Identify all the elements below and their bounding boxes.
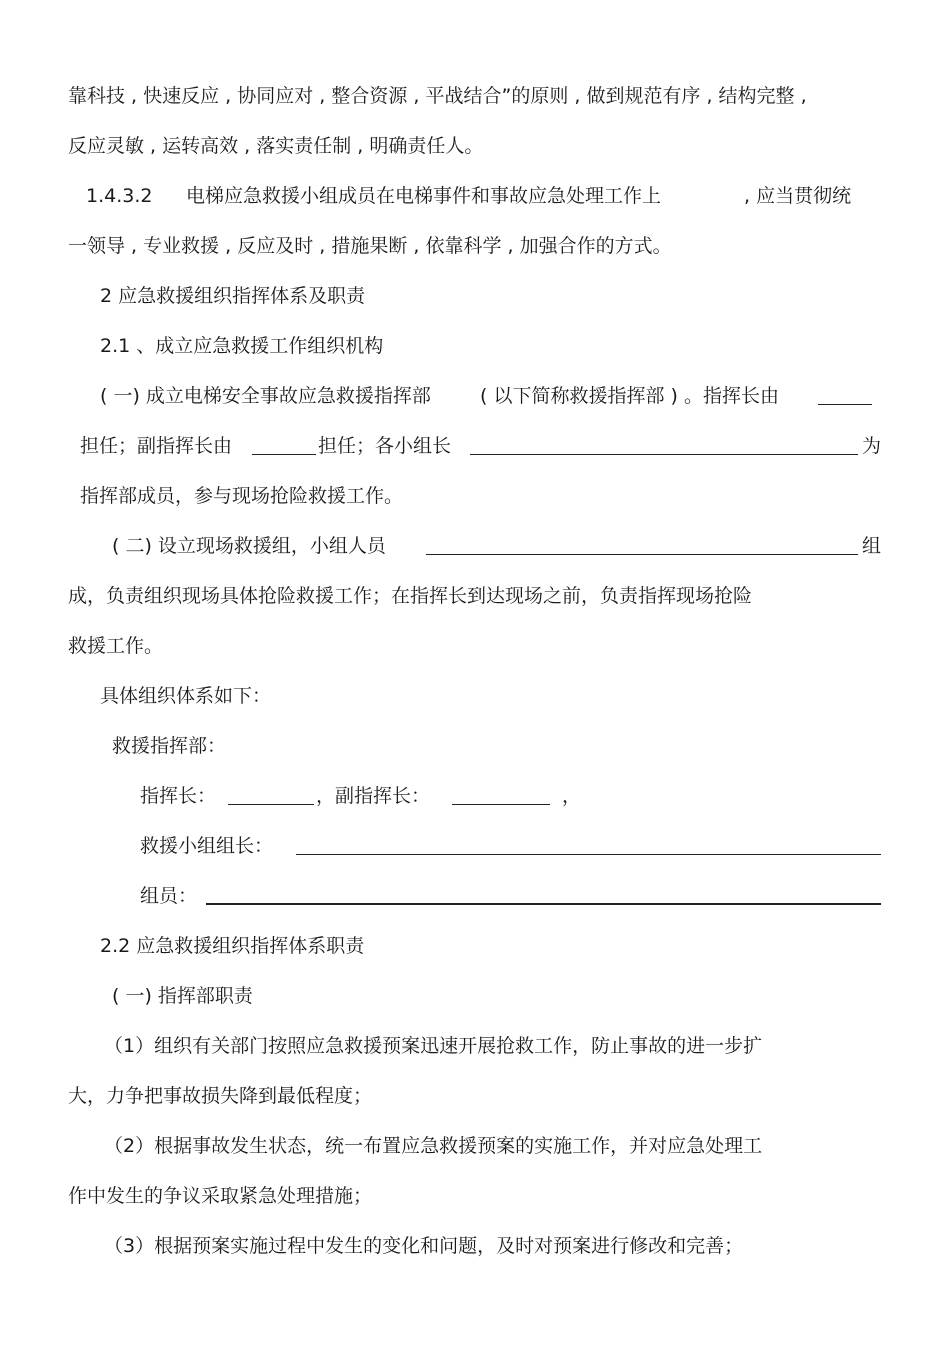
org-label: ， bbox=[562, 785, 582, 807]
org-label: 救援小组组长： bbox=[140, 835, 274, 857]
paragraph-line: 反应灵敏 , 运转高效 , 落实责任制 , 明确责任人。 bbox=[68, 135, 484, 157]
paragraph-line: （3）根据预案实施过程中发生的变化和问题，及时对预案进行修改和完善； bbox=[104, 1235, 744, 1257]
blank-underline bbox=[452, 804, 550, 805]
blank-underline bbox=[426, 554, 858, 555]
paragraph-line: （1）组织有关部门按照应急救援预案迅速开展抢救工作，防止事故的进一步扩 bbox=[104, 1035, 763, 1057]
paragraph-line: 担任；副指挥长由 bbox=[80, 435, 233, 457]
paragraph-line: 作中发生的争议采取紧急处理措施； bbox=[68, 1185, 373, 1207]
paragraph-line: 救援工作。 bbox=[68, 635, 164, 657]
section-number: 1.4.3.2 bbox=[86, 185, 153, 207]
blank-underline bbox=[296, 854, 881, 855]
paragraph-line: ( 以下简称救援指挥部 ) 。指挥长由 bbox=[480, 385, 779, 407]
paragraph-line: 担任；各小组长 bbox=[318, 435, 452, 457]
section-heading: 2 应急救援组织指挥体系及职责 bbox=[100, 285, 366, 307]
org-heading: 救援指挥部： bbox=[112, 735, 227, 757]
paragraph-line: 组 bbox=[862, 535, 882, 557]
paragraph-line: （2）根据事故发生状态，统一布置应急救援预案的实施工作，并对应急处理工 bbox=[104, 1135, 763, 1157]
section-heading: ( 一) 指挥部职责 bbox=[112, 985, 253, 1007]
org-label: 组员： bbox=[140, 885, 198, 907]
paragraph-line: 大，力争把事故损失降到最低程度； bbox=[68, 1085, 373, 1107]
blank-underline bbox=[470, 454, 858, 455]
paragraph-line: 成，负责组织现场具体抢险救援工作；在指挥长到达现场之前，负责指挥现场抢险 bbox=[68, 585, 753, 607]
paragraph-line: 具体组织体系如下： bbox=[100, 685, 272, 707]
paragraph-line: 一领导 , 专业救援 , 反应及时 , 措施果断 , 依靠科学 , 加强合作的方式。 bbox=[68, 235, 672, 257]
paragraph-line: 指挥部成员，参与现场抢险救援工作。 bbox=[80, 485, 404, 507]
paragraph-line: , 应当贯彻统 bbox=[744, 185, 852, 207]
blank-underline bbox=[206, 903, 881, 905]
paragraph-line: 为 bbox=[862, 435, 882, 457]
blank-underline bbox=[252, 454, 316, 455]
org-label: 指挥长： bbox=[140, 785, 217, 807]
paragraph-line: 靠科技 , 快速反应 , 协同应对 , 整合资源 , 平战结合”的原则 , 做到规范有序 , 结构完整 , bbox=[68, 85, 807, 107]
org-label: ，副指挥长： bbox=[316, 785, 431, 807]
paragraph-line: 电梯应急救援小组成员在电梯事件和事故应急处理工作上 bbox=[186, 185, 662, 207]
section-heading: 2.1 、成立应急救援工作组织机构 bbox=[100, 335, 384, 357]
section-heading: 2.2 应急救援组织指挥体系职责 bbox=[100, 935, 365, 957]
paragraph-line: ( 二) 设立现场救援组，小组人员 bbox=[112, 535, 386, 557]
blank-underline bbox=[818, 404, 872, 405]
blank-underline bbox=[228, 804, 314, 805]
paragraph-line: ( 一) 成立电梯安全事故应急救援指挥部 bbox=[100, 385, 431, 407]
